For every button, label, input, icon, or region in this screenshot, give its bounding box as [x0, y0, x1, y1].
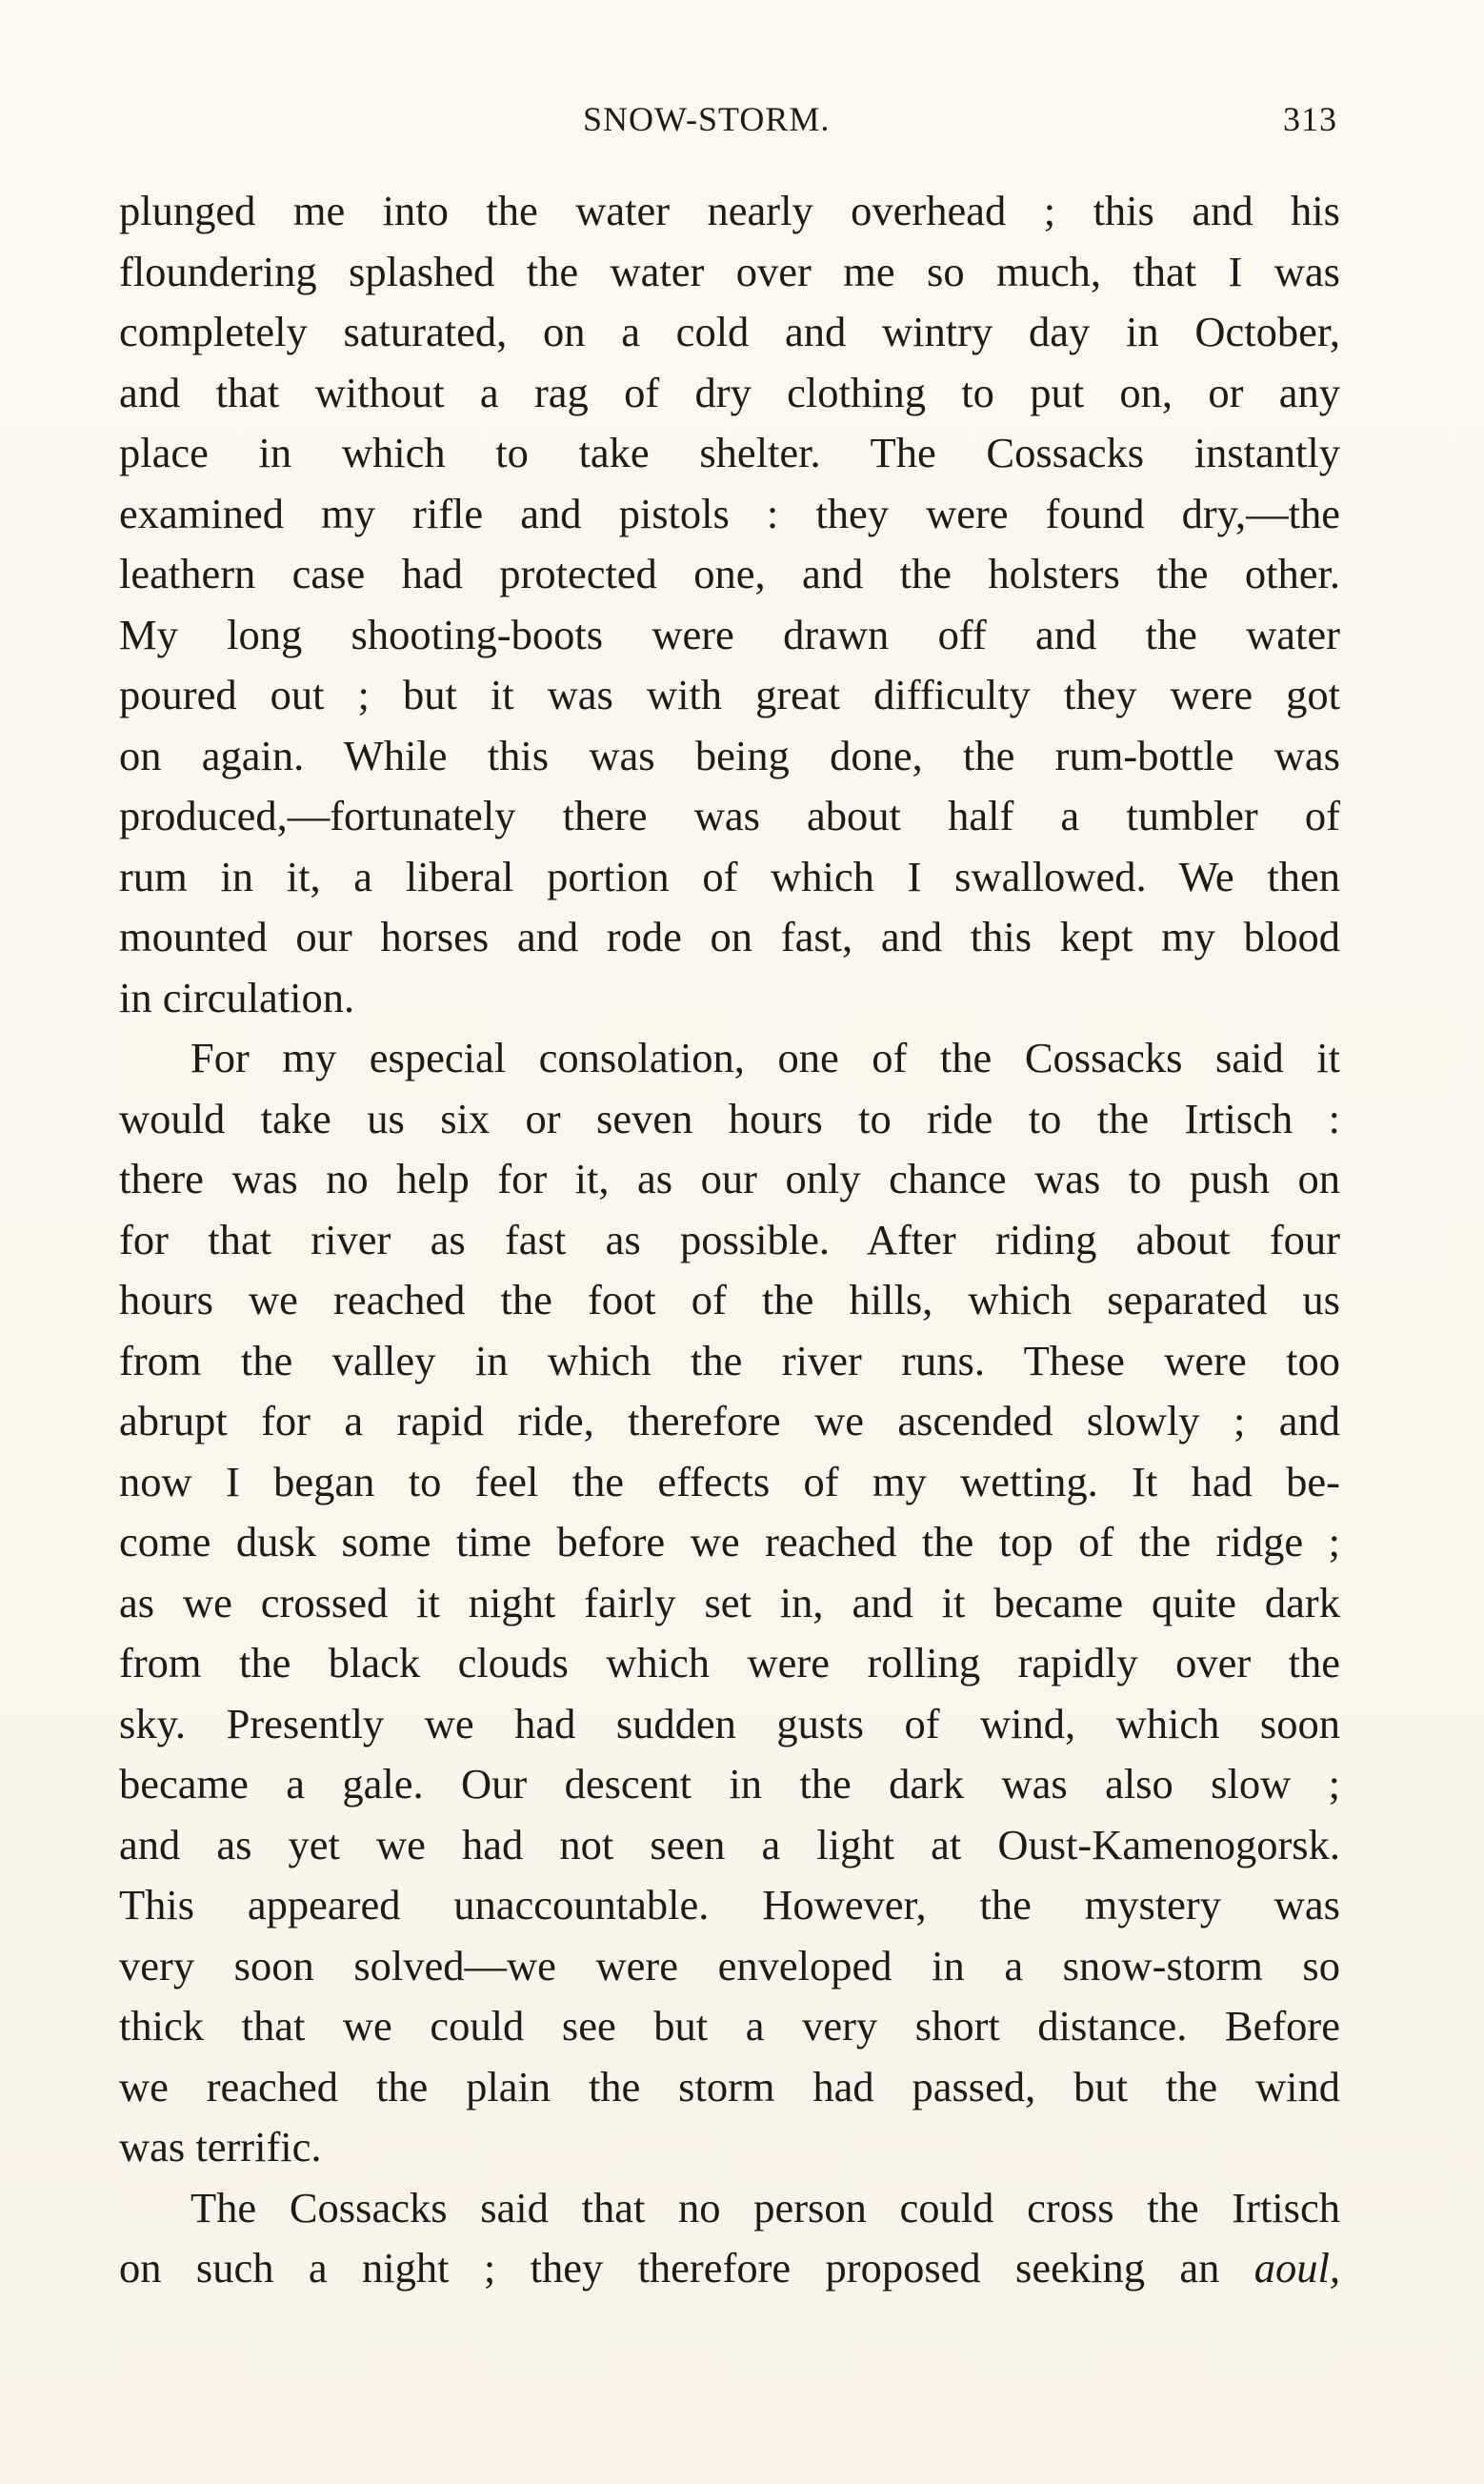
text-line: very soon solved—we were enveloped in a snow-storm so [119, 1941, 1340, 1989]
text-line: floundering splashed the water over me so much, that I was [119, 247, 1340, 295]
text-line: would take us six or seven hours to ride to the Irtisch : [119, 1094, 1340, 1142]
text-line: now I began to feel the effects of my wetting. It had be- [119, 1457, 1340, 1505]
text-line: produced,—fortunately there was about half a tumbler of [119, 792, 1340, 839]
text-line: The Cossacks said that no person could cross the Irtisch [191, 2183, 1340, 2232]
text-line: abrupt for a rapid ride, therefore we ascended slowly ; and [119, 1397, 1340, 1444]
text-line: for that river as fast as possible. After riding about four [119, 1215, 1340, 1263]
text-line: sky. Presently we had sudden gusts of wind, which soon [119, 1699, 1340, 1747]
text-line: mounted our horses and rode on fast, and this kept my blood [119, 913, 1340, 960]
text-line: became a gale. Our descent in the dark was also slow ; [119, 1760, 1340, 1807]
text-line: from the black clouds which were rolling rapidly over the [119, 1639, 1340, 1686]
text-line: plunged me into the water nearly overhead ; this and his [119, 187, 1340, 234]
text-line: we reached the plain the storm had passed, but the wind [119, 2062, 1340, 2110]
text-line [119, 2238, 1340, 2299]
text-line: and as yet we had not seen a light at Oust-Kamenogorsk. [119, 1820, 1340, 1868]
text-line: on again. While this was being done, the rum-bottle was [119, 731, 1340, 779]
text-line-segment: on such a night ; they therefore proposed seeking an [119, 2244, 1254, 2292]
text-line: thick that we could see but a very short distance. Before [119, 2002, 1340, 2050]
italic-word: aoul, [1253, 2244, 1340, 2292]
running-head [0, 99, 1484, 147]
page-number: 313 [1283, 100, 1337, 138]
text-line: This appeared unaccountable. However, the mystery was [119, 1881, 1340, 1929]
text-line: in circulation. [119, 973, 355, 1021]
text-line: was terrific. [119, 2123, 322, 2171]
text-line: as we crossed it night fairly set in, and it became quite dark [119, 1578, 1340, 1626]
text-line: examined my rifle and pistols : they were found dry,—the [119, 489, 1340, 537]
text-line: rum in it, a liberal portion of which I swallowed. We then [119, 852, 1340, 900]
text-line: hours we reached the foot of the hills, which separated us [119, 1276, 1340, 1323]
text-line: leathern case had protected one, and the holsters the other. [119, 550, 1340, 597]
text-line: from the valley in which the river runs. These were too [119, 1336, 1340, 1384]
text-line: and that without a rag of dry clothing to put on, or any [119, 368, 1340, 416]
text-line: completely saturated, on a cold and wintry day in October, [119, 308, 1340, 355]
body-text [119, 181, 1340, 2299]
text-line: place in which to take shelter. The Cossacks instantly [119, 429, 1340, 476]
text-line: poured out ; but it was with great difficulty they were got [119, 671, 1340, 718]
text-line: there was no help for it, as our only chance was to push on [119, 1155, 1340, 1202]
text-line: come dusk some time before we reached the top of the ridge ; [119, 1518, 1340, 1565]
text-line: My long shooting-boots were drawn off and the water [119, 610, 1340, 658]
chapter-running-title: SNOW-STORM. [583, 100, 831, 138]
text-line: For my especial consolation, one of the Cossacks said it [191, 1034, 1340, 1081]
